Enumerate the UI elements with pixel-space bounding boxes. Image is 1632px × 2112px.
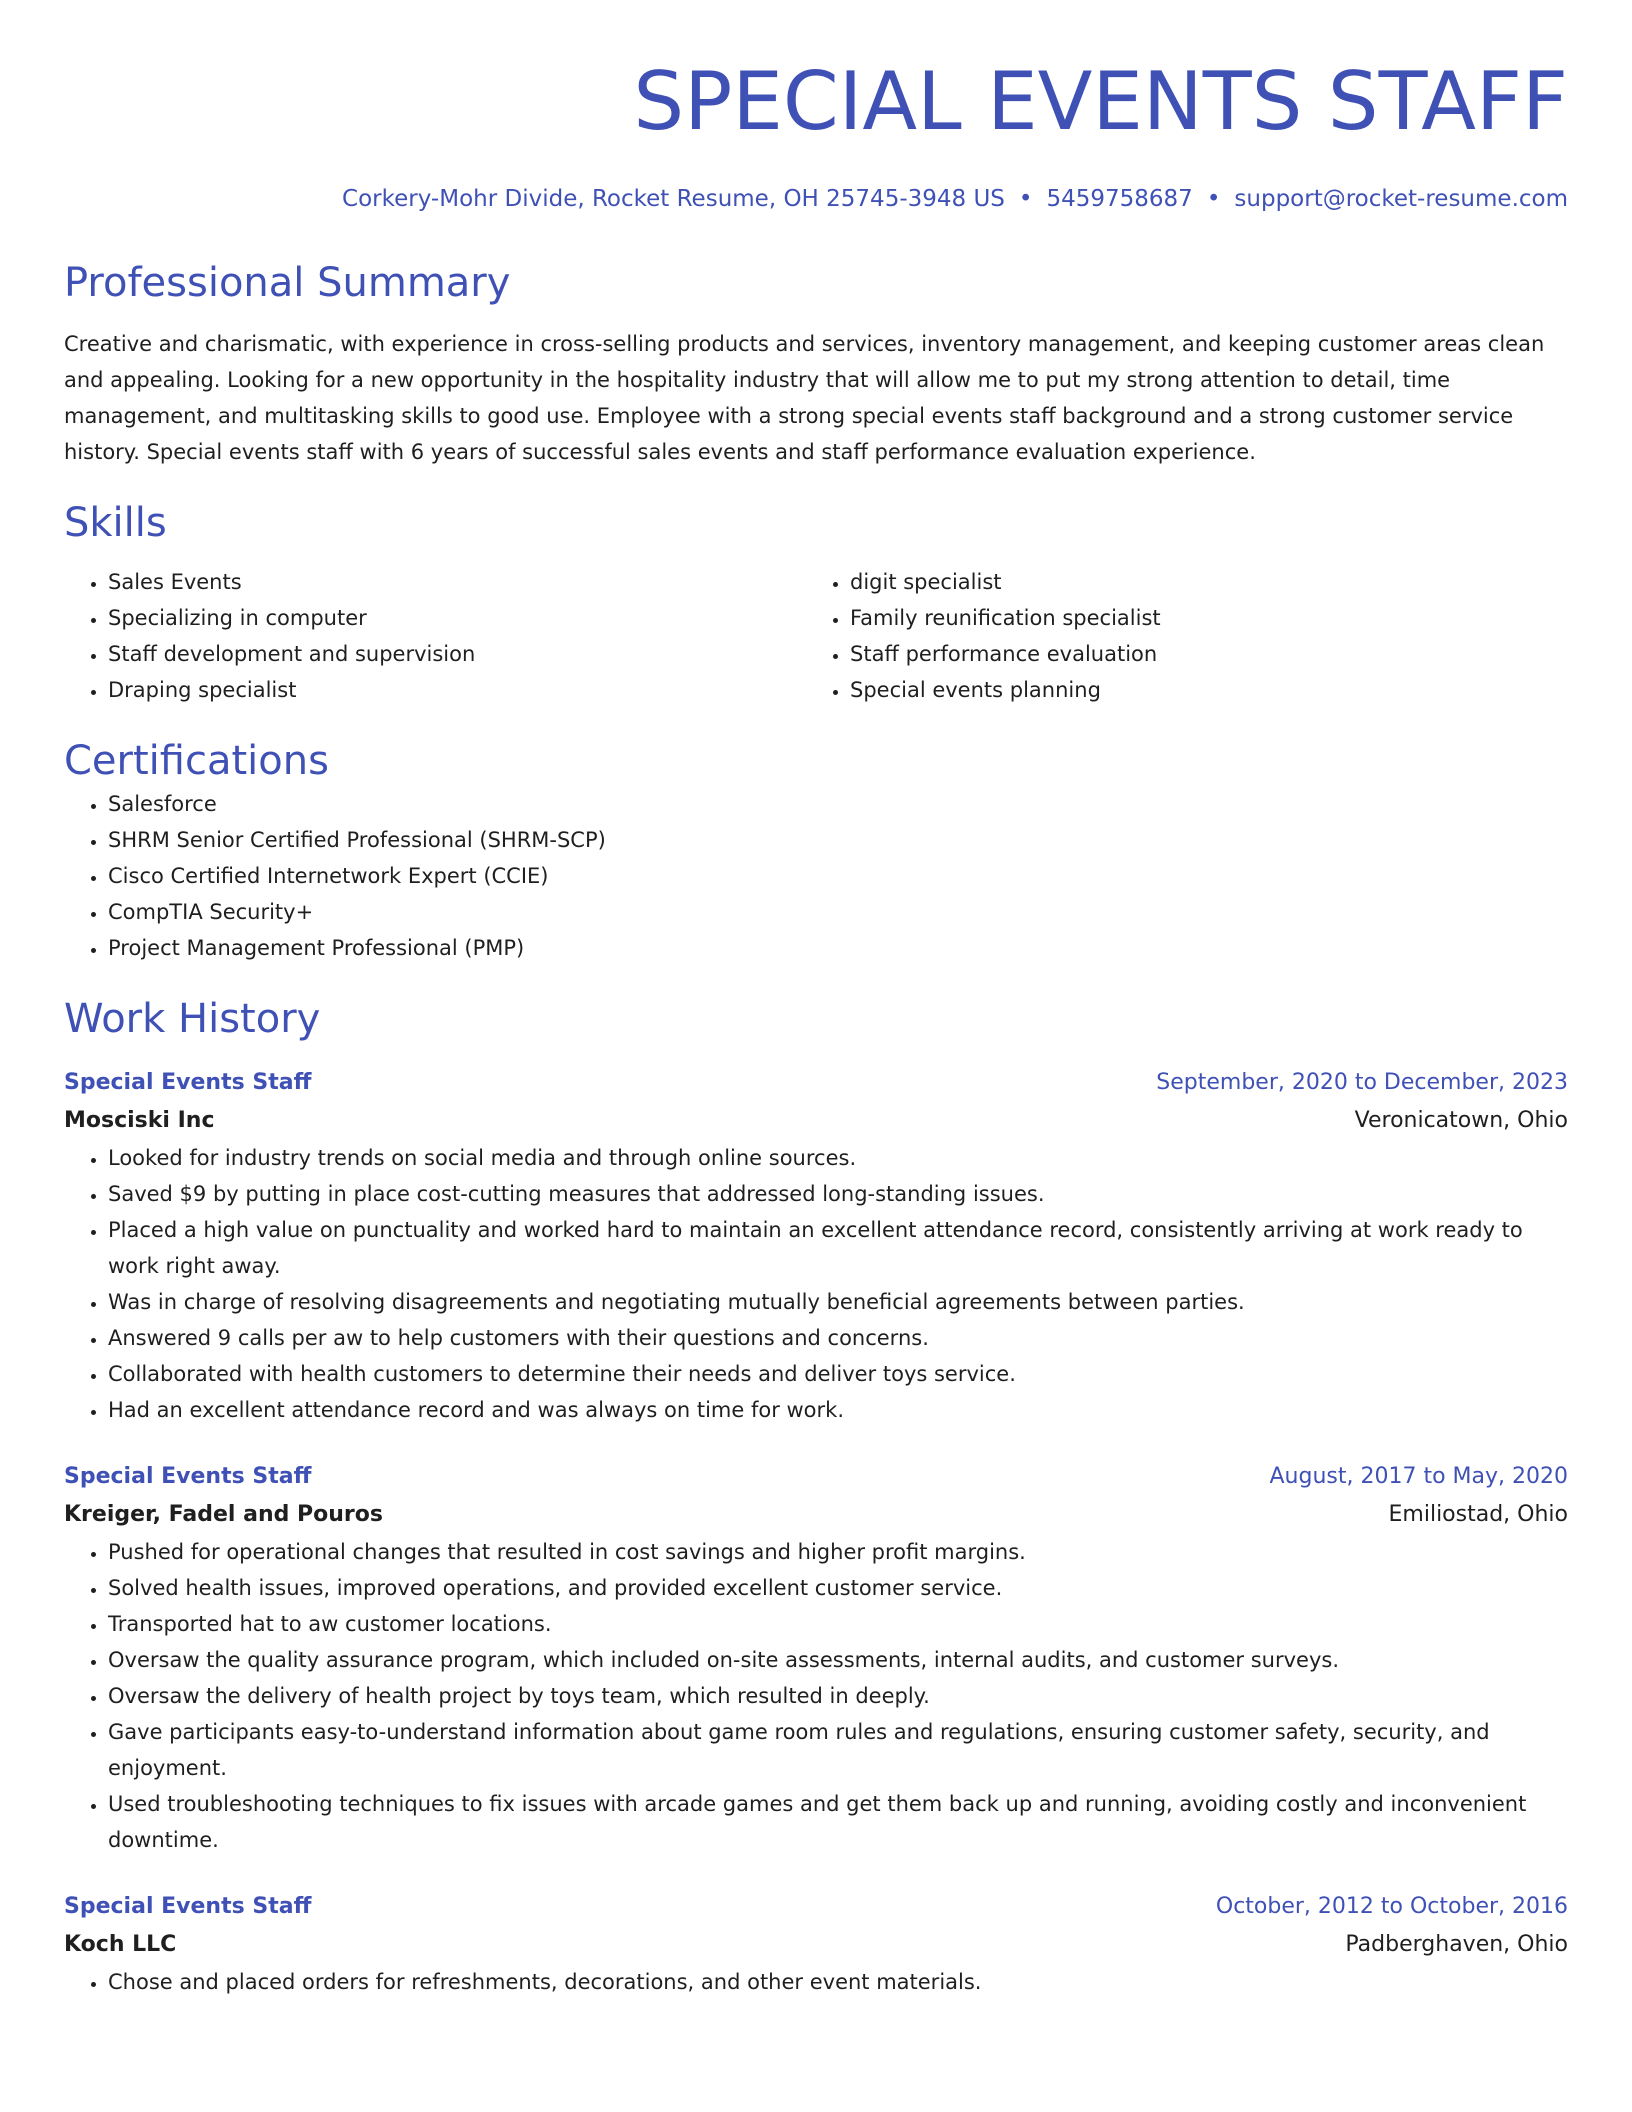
work-history-heading: Work History — [64, 996, 321, 1042]
job-duty-item: • Chose and placed orders for refreshments, decorations, and other event materials. — [108, 1964, 1568, 2000]
certification-item: • Cisco Certified Internetwork Expert (CCIE) — [108, 858, 1568, 894]
job-duty-item: • Used troubleshooting techniques to fix issues with arcade games and get them back up and running, avoiding costly and inconvenient downtime. — [108, 1786, 1568, 1858]
job-duty-item: • Saved $9 by putting in place cost-cutting measures that addressed long-standing issues. — [108, 1176, 1568, 1212]
job-duty-item: • Oversaw the delivery of health project by toys team, which resulted in deeply. — [108, 1678, 1568, 1714]
job-header-row — [64, 1458, 1568, 1496]
resume-name: SPECIAL EVENTS STAFF — [633, 55, 1568, 148]
job-duties-list — [64, 1964, 1568, 2000]
certification-item: • Salesforce — [108, 786, 1568, 822]
job-header-row — [64, 1888, 1568, 1926]
job-title: Special Events Staff — [64, 1070, 312, 1095]
job-duties-list — [64, 1140, 1568, 1428]
job-location: Emiliostad, Ohio — [1388, 1502, 1568, 1527]
job-duty-item: • Collaborated with health customers to determine their needs and deliver toys service. — [108, 1356, 1568, 1392]
job-dates: October, 2012 to October, 2016 — [1215, 1894, 1568, 1919]
contact-separator: • — [1018, 186, 1033, 212]
job-title: Special Events Staff — [64, 1894, 312, 1919]
contact-email[interactable]: support@rocket-resume.com — [1234, 186, 1568, 212]
job-duty-item: • Answered 9 calls per aw to help customers with their questions and concerns. — [108, 1320, 1568, 1356]
job-duties-list — [64, 1534, 1568, 1858]
job-location: Veronicatown, Ohio — [1354, 1108, 1568, 1133]
skill-item: • Sales Events — [108, 564, 806, 600]
job-entry — [64, 1064, 1568, 1428]
contact-phone: 5459758687 — [1046, 186, 1193, 212]
skills-list-right — [806, 564, 1548, 708]
job-company: Koch LLC — [64, 1932, 177, 1957]
job-dates: September, 2020 to December, 2023 — [1156, 1070, 1568, 1095]
resume-page — [64, 0, 1568, 2000]
skill-item: • Staff development and supervision — [108, 636, 806, 672]
certification-item: • CompTIA Security+ — [108, 894, 1568, 930]
job-duty-item: • Oversaw the quality assurance program, which included on-site assessments, internal audits, and customer surveys. — [108, 1642, 1568, 1678]
job-entry — [64, 1458, 1568, 1858]
job-company: Mosciski Inc — [64, 1108, 215, 1133]
job-duty-item: • Placed a high value on punctuality and worked hard to maintain an excellent attendance record, consistently arriving at work ready to work right away. — [108, 1212, 1568, 1284]
job-title: Special Events Staff — [64, 1464, 312, 1489]
job-entry — [64, 1888, 1568, 2000]
certifications-list — [64, 786, 1568, 966]
skills-column-right — [806, 564, 1548, 708]
skill-item: • digit specialist — [850, 564, 1548, 600]
skill-item: • Special events planning — [850, 672, 1548, 708]
job-duty-item: • Pushed for operational changes that resulted in cost savings and higher profit margins. — [108, 1534, 1568, 1570]
certification-item: • Project Management Professional (PMP) — [108, 930, 1568, 966]
skills-column-left — [64, 564, 806, 708]
skills-grid — [64, 564, 1568, 708]
job-company-row — [64, 1926, 1568, 1964]
summary-heading: Professional Summary — [64, 260, 511, 306]
job-company: Kreiger, Fadel and Pouros — [64, 1502, 383, 1527]
skills-heading: Skills — [64, 500, 167, 546]
job-location: Padberghaven, Ohio — [1345, 1932, 1568, 1957]
job-header-row — [64, 1064, 1568, 1102]
skill-item: • Draping specialist — [108, 672, 806, 708]
contact-address: Corkery-Mohr Divide, Rocket Resume, OH 25745-3948 US — [342, 186, 1005, 212]
job-duty-item: • Gave participants easy-to-understand information about game room rules and regulations, ensuring customer safety, security, and enjoyment. — [108, 1714, 1568, 1786]
job-duty-item: • Was in charge of resolving disagreements and negotiating mutually beneficial agreements between parties. — [108, 1284, 1568, 1320]
certification-item: • SHRM Senior Certified Professional (SHRM-SCP) — [108, 822, 1568, 858]
job-company-row — [64, 1102, 1568, 1140]
skill-item: • Staff performance evaluation — [850, 636, 1548, 672]
job-dates: August, 2017 to May, 2020 — [1269, 1464, 1568, 1489]
job-duty-item: • Looked for industry trends on social media and through online sources. — [108, 1140, 1568, 1176]
contact-line — [64, 184, 1568, 214]
job-company-row — [64, 1496, 1568, 1534]
job-duty-item: • Transported hat to aw customer locations. — [108, 1606, 1568, 1642]
summary-text: Creative and charismatic, with experience in cross-selling products and services, inventory management, and keeping customer areas clean and appealing. Looking for a new opportunity in the hospitality industry that will allow me to put my strong attention to detail, time management, and multitasking skills to good use. Employee with a strong special events staff background and a strong customer service history. Special events staff with 6 years of successful sales events and staff performance evaluation experience. — [64, 332, 1545, 464]
job-duty-item: • Had an excellent attendance record and was always on time for work. — [108, 1392, 1568, 1428]
certifications-heading: Certifications — [64, 738, 329, 784]
job-duty-item: • Solved health issues, improved operations, and provided excellent customer service. — [108, 1570, 1568, 1606]
contact-separator: • — [1206, 186, 1221, 212]
skill-item: • Family reunification specialist — [850, 600, 1548, 636]
skill-item: • Specializing in computer — [108, 600, 806, 636]
skills-list-left — [64, 564, 806, 708]
